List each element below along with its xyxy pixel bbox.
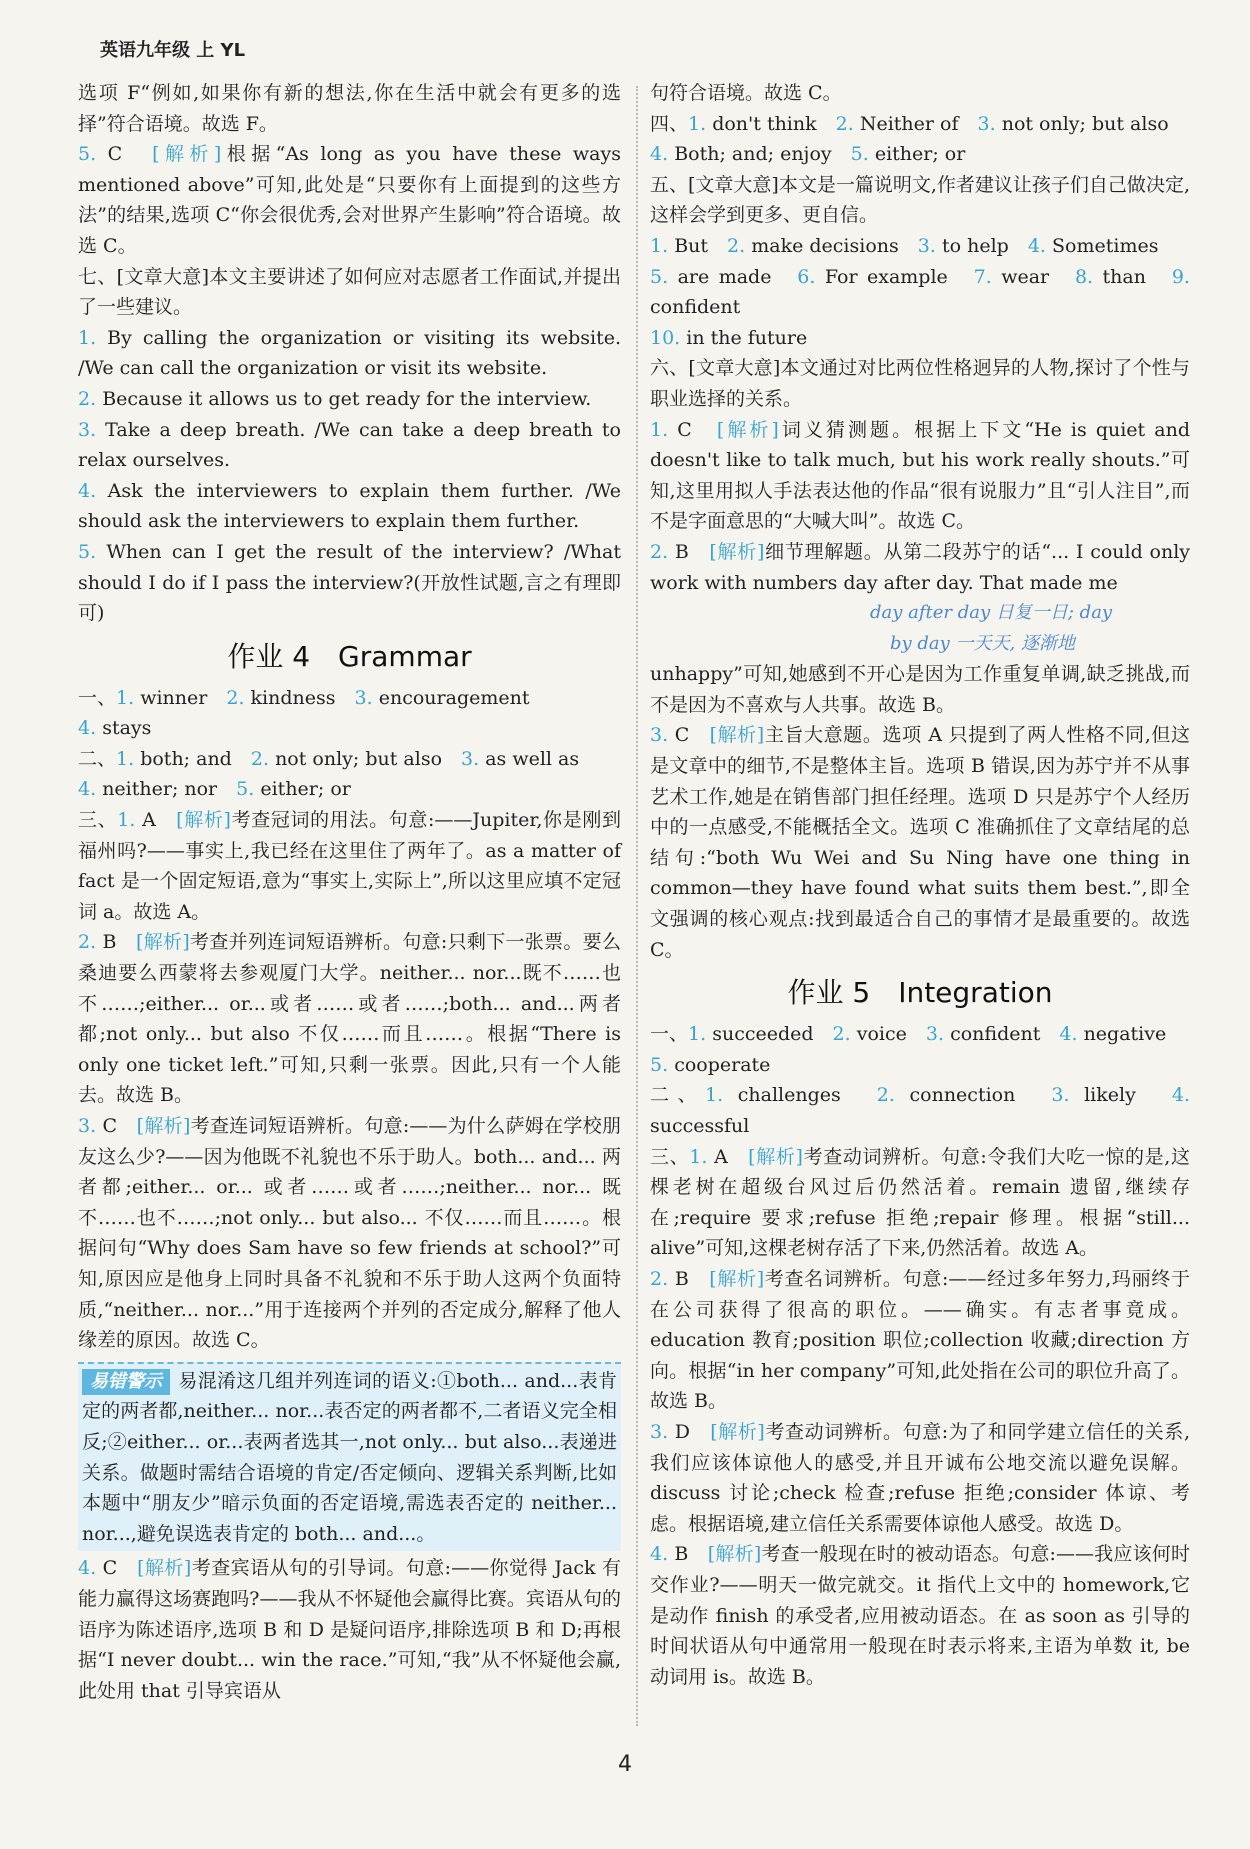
integration-part-2: 二、1. challenges 2. connection 3. likely 4. successful bbox=[650, 1084, 1190, 1137]
paragraph: 选项 F“例如,如果你有新的想法,你在生活中就会有更多的选择”符合语境。故选 F。 bbox=[78, 82, 621, 135]
reading-q1: 1. C [解析]词义猜测题。根据上下文“He is quiet and doesn't like to talk much, but his work really shouts.”可知,这里用拟人手法表达他的作品“很有说服力”且“引人注目”,而不是字面意思的“大喊大叫”。故选 C。 bbox=[650, 418, 1190, 533]
right-column bbox=[650, 78, 1190, 1692]
s7-item: 4. Ask the interviewers to explain them further. /We should ask the interviewers to explain them further. bbox=[78, 479, 621, 533]
integration-part-1-cont: 5. cooperate bbox=[650, 1053, 771, 1076]
warning-tag: 易错警示 bbox=[82, 1369, 170, 1395]
section-heading: 七、[文章大意]本文主要讲述了如何应对志愿者工作面试,并提出了一些建议。 bbox=[78, 265, 621, 319]
part-6-heading: 六、[文章大意]本文通过对比两位性格迥异的人物,探讨了个性与职业选择的关系。 bbox=[650, 357, 1190, 410]
s7-item: 2. Because it allows us to get ready for the interview. bbox=[78, 387, 592, 410]
page-number: 4 bbox=[618, 1752, 632, 1777]
error-warning-box: 易错警示 易混淆这几组并列连词的语义:①both... and...表肯定的两者都,neither... nor...表否定的两者都不,二者语义完全相反;②either... or...表两者选其一,not only... but also...表递进关系。做题时需结合语境的肯定/否定倾向、逻辑关系判断,比如本题中“朋友少”暗示负面的否定语境,需选表否定的 neither... nor...,避免误选表肯定的 both... and...。 bbox=[78, 1362, 621, 1552]
grammar-q1: 三、1. A [解析]考查冠词的用法。句意:——Jupiter,你是刚到福州吗?——事实上,我已经在这里住了两年了。as a matter of fact 是一个固定短语,意为“事实上,实际上”,所以这里应填不定冠词 a。故选 A。 bbox=[78, 809, 621, 923]
part-5-row: 10. in the future bbox=[650, 326, 808, 349]
part-4-cont: 4. Both; and; enjoy 5. either; or bbox=[650, 143, 966, 166]
grammar-part-2: 二、1. both; and 2. not only; but also 3. as well as bbox=[78, 747, 580, 770]
integration-q2: 2. B [解析]考查名词辨析。句意:——经过多年努力,玛丽终于在公司获得了很高的职位。——确实。有志者事竟成。education 教育;position 职位;collection 收藏;direction 方向。根据“in her company”可知,此处指在公司的职位升高了。故选 B。 bbox=[650, 1267, 1190, 1413]
grammar-q4: 4. C [解析]考查宾语从句的引导词。句意:——你觉得 Jack 有能力赢得这场赛跑吗?——我从不怀疑他会赢得比赛。宾语从句的语序为陈述语序,选项 B 和 D 是疑问语序,排除选项 B 和 D;再根据“I never doubt... win the race.”可知,“我”从不怀疑他会赢,此处用 that 引导宾语从 bbox=[78, 1557, 621, 1702]
grammar-q2: 2. B [解析]考查并列连词短语辨析。句意:只剩下一张票。要么桑迪要么西蒙将去参观厦门大学。neither... nor...既不……也不……;either... or...或者……或者……;both... and...两者都;not only... but also 不仅……而且……。根据“There is only one ticket left.”可知,只剩一张票。因此,只有一个人能去。故选 B。 bbox=[78, 931, 621, 1107]
integration-q4: 4. B [解析]考查一般现在时的被动语态。句意:——我应该何时交作业?——明天一做完就交。it 指代上文中的 homework,它是动作 finish 的承受者,应用被动语态。在 as soon as 引导的时间状语从句中通常用一般现在时表示将来,主语为单数 it, be 动词用 is。故选 B。 bbox=[650, 1543, 1190, 1688]
integration-q3: 3. D [解析]考查动词辨析。句意:为了和同学建立信任的关系,我们应该体谅他人的感受,并且开诚布公地交流以避免误解。discuss 讨论;check 检查;refuse 拒绝;consider 体谅、考虑。根据语境,建立信任关系需要体谅他人感受。故选 D。 bbox=[650, 1420, 1190, 1535]
part-4: 四、1. don't think 2. Neither of 3. not only; but also bbox=[650, 112, 1169, 135]
paragraph: 句符合语境。故选 C。 bbox=[650, 82, 842, 104]
grammar-q3: 3. C [解析]考查连词短语辨析。句意:——为什么萨姆在学校朋友这么少?——因为他既不礼貌也不乐于助人。both... and... 两者都;either... or... 或者……或者……;neither... nor... 既不……也不……;not only... but also... 不仅……而且……。根据问句“Why does Sam have so few friends at school?”可知,原因应是他身上同时具备不礼貌和不乐于助人这两个负面特质,“neither... nor...”用于连接两个并列的否定成分,解释了他人缘差的原因。故选 C。 bbox=[78, 1115, 621, 1352]
grammar-part-1: 一、1. winner 2. kindness 3. encouragement bbox=[78, 686, 530, 709]
grammar-part-1-cont: 4. stays bbox=[78, 717, 152, 740]
part-5-heading: 五、[文章大意]本文是一篇说明文,作者建议让孩子们自己做决定,这样会学到更多、更自信。 bbox=[650, 173, 1190, 227]
part-5-row: 1. But 2. make decisions 3. to help 4. Sometimes bbox=[650, 234, 1159, 257]
answer-item: 5. C [解析]根据“As long as you have these ways mentioned above”可知,此处是“只要你有上面提到的这些方法”的结果,选项 C“你会很优秀,会对世界产生影响”符合语境。故选 C。 bbox=[78, 143, 621, 257]
reading-q2: 2. B [解析]细节理解题。从第二段苏宁的话“... I could only work with numbers day after day. That made me bbox=[650, 540, 1190, 594]
part-5-row: 5. are made 6. For example 7. wear 8. than 9. confident bbox=[650, 265, 1190, 319]
homework-4-title: 作业 4 Grammar bbox=[227, 639, 472, 673]
s7-item: 3. Take a deep breath. /We can take a deep breath to relax ourselves. bbox=[78, 418, 621, 472]
integration-part-1: 一、1. succeeded 2. voice 3. confident 4. negative bbox=[650, 1023, 1167, 1046]
column-divider bbox=[636, 86, 638, 1726]
running-header: 英语九年级 上 YL bbox=[100, 40, 246, 61]
homework-5-title: 作业 5 Integration bbox=[787, 976, 1053, 1010]
s7-item: 5. When can I get the result of the interview? /What should I do if I pass the interview?(开放性试题,言之有理即可) bbox=[78, 540, 622, 625]
handwritten-note: day after day 日复一日; day bbox=[870, 602, 1113, 624]
reading-q3: 3. C [解析]主旨大意题。选项 A 只提到了两人性格不同,但这是文章中的细节,不是整体主旨。选项 B 错误,因为苏宁并不从事艺术工作,她是在销售部门担任经理。选项 D 只是苏宁个人经历中的一点感受,不能概括全文。选项 C 准确抓住了文章结尾的总结句:“both Wu Wei and Su Ning have one thing in common—they have found what suits them best.”,即全文强调的核心观点:找到最适合自己的事情才是最重要的。故选 C。 bbox=[650, 724, 1191, 961]
integration-q1: 三、1. A [解析]考查动词辨析。句意:令我们大吃一惊的是,这棵老树在超级台风过后仍然活着。remain 遗留,继续存在;require 要求;refuse 拒绝;repair 修理。根据“still... alive”可知,这棵老树存活了下来,仍然活着。故选 A。 bbox=[650, 1145, 1190, 1260]
left-column bbox=[78, 78, 621, 1706]
reading-q2-cont: unhappy”可知,她感到不开心是因为工作重复单调,缺乏挑战,而不是因为不喜欢与人共事。故选 B。 bbox=[650, 663, 1190, 716]
handwritten-note: by day 一天天, 逐渐地 bbox=[890, 632, 1076, 654]
grammar-part-2-cont: 4. neither; nor 5. either; or bbox=[78, 778, 351, 801]
s7-item: 1. By calling the organization or visiting its website. /We can call the organization or visit its website. bbox=[78, 326, 621, 380]
